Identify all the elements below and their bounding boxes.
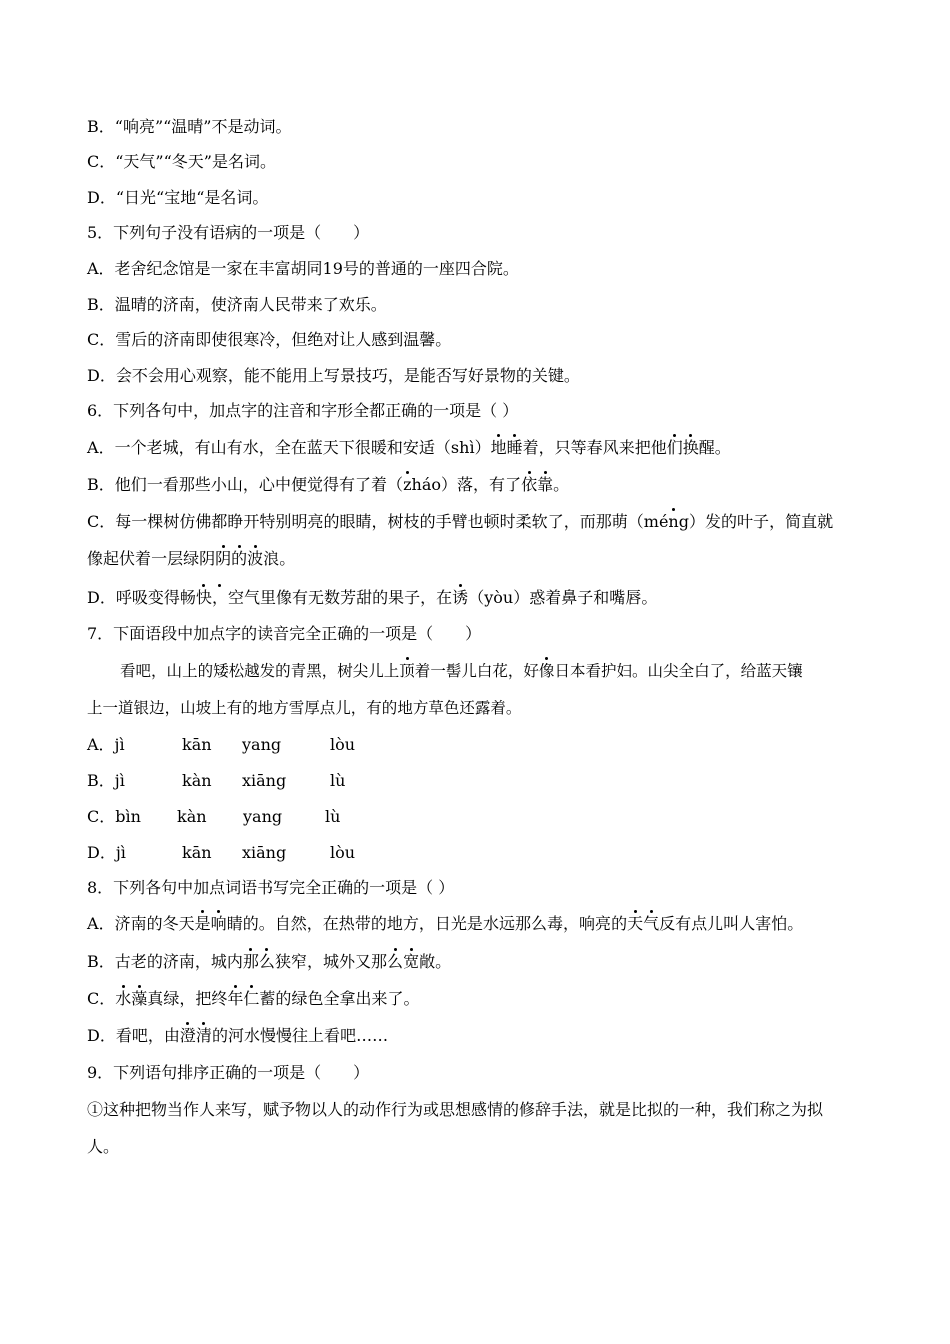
text-line: 6．下列各句中，加点字的注音和字形全都正确的一项是（ ）: [87, 401, 519, 420]
option-pinyin: yang: [242, 735, 282, 754]
option-pinyin: lù: [325, 807, 341, 826]
option-label: A．jì: [87, 735, 125, 754]
text-line: C．每一棵树仿佛都睁开特别明亮的眼睛，树枝的手臂也顿时柔软了，而那萌（méng）发的叶子，简直就: [87, 512, 834, 531]
emphasis-dot-char: 么: [387, 952, 404, 971]
emphasis-dot-char: 地: [490, 438, 507, 457]
emphasis-dot-char: 宽: [403, 952, 420, 971]
option-pinyin: xiāng: [242, 771, 287, 790]
option-label: D．jì: [87, 843, 126, 862]
emphasis-dot-char: 藻: [131, 989, 148, 1008]
emphasis-dot-char: 么: [258, 952, 275, 971]
emphasis-dot-char: 年: [227, 989, 244, 1008]
emphasis-dot-char: 水: [115, 989, 132, 1008]
text-line: A．老舍纪念馆是一家在丰富胡同19号的普通的一座四合院。: [87, 259, 519, 278]
text-line: D．“日光“宝地“是名词。: [87, 188, 269, 207]
option-pinyin: kàn: [177, 807, 207, 826]
text-line: 7．下面语段中加点字的读音完全正确的一项是（ ）: [87, 624, 482, 643]
text-line: C．“天气”“冬天”是名词。: [87, 152, 276, 171]
option-pinyin: lòu: [330, 735, 356, 754]
text-line: A．济南的冬天是响睛的。自然，在热带的地方，日光是水远那么毒，响亮的天气反有点儿叫人害怕。: [87, 914, 804, 933]
emphasis-dot-char: 依: [521, 475, 538, 494]
emphasis-dot-char: 诱: [452, 588, 469, 607]
emphasis-dot-char: 响: [210, 914, 227, 933]
text-line: B．古老的济南，城内那么狭窄，城外又那么宽敞。: [87, 952, 452, 971]
text-line: 人。: [87, 1137, 120, 1156]
text-line: D．看吧，由澄清的河水慢慢往上看吧……: [87, 1026, 389, 1045]
option-pinyin: kān: [182, 843, 212, 862]
emphasis-dot-char: ，: [211, 588, 228, 607]
text-line: B．温晴的济南，使济南人民带来了欢乐。: [87, 295, 387, 314]
emphasis-dot-char: 快: [195, 588, 212, 607]
emphasis-dot-char: 睡: [506, 438, 523, 457]
text-line: 上一道银边，山坡上有的地方雪厚点儿，有的地方草色还露着。: [87, 699, 522, 717]
emphasis-dot-char: 天: [627, 914, 644, 933]
emphasis-dot-char: z: [403, 475, 412, 494]
text-line: ①这种把物当作人来写，赋予物以人的动作行为或思想感情的修辞手法，就是比拟的一种，我们称之为拟: [87, 1100, 824, 1119]
emphasis-dot-char: 阴: [215, 549, 232, 568]
text-line: 8．下列各句中加点词语书写完全正确的一项是（ ）: [87, 878, 455, 897]
emphasis-dot-char: 那: [242, 952, 259, 971]
emphasis-dot-char: 是: [194, 914, 211, 933]
emphasis-dot-char: 靠: [537, 475, 554, 494]
text-line: B．“响亮”“温晴”不是动词。: [87, 117, 292, 136]
option-pinyin: xiāng: [242, 843, 287, 862]
text-line: C．雪后的济南即使很寒冷，但绝对让人感到温馨。: [87, 330, 452, 349]
emphasis-dot-char: 清: [195, 1026, 212, 1045]
emphasis-dot-char: 们: [666, 438, 683, 457]
text-line: D．会不会用心观察，能不能用上写景技巧，是能否写好景物的关键。: [87, 366, 580, 385]
text-line: C．水藻真绿，把终年仁蓄的绿色全拿出来了。: [87, 989, 420, 1008]
text-line: A．一个老城，有山有水，全在蓝天下很暖和安适（shì）地睡着，只等春风来把他们换醒。: [87, 438, 731, 457]
emphasis-dot-char: 的: [231, 549, 248, 568]
option-label: C．bìn: [87, 807, 141, 826]
option-pinyin: kān: [182, 735, 212, 754]
option-pinyin: lòu: [330, 843, 356, 862]
text-line: B．他们一看那些小山，心中便觉得有了着（zháo）落，有了依靠。: [87, 475, 570, 494]
text-line: 像起伏着一层绿阴阴的波浪。: [87, 549, 296, 568]
option-label: B．jì: [87, 771, 125, 790]
emphasis-dot-char: 波: [247, 549, 264, 568]
emphasis-dot-char: 换: [682, 438, 699, 457]
emphasis-dot-char: 像: [538, 662, 555, 680]
emphasis-dot-char: 澄: [179, 1026, 196, 1045]
emphasis-dot-char: n: [668, 512, 679, 531]
option-pinyin: lù: [330, 771, 346, 790]
emphasis-dot-char: 仁: [243, 989, 260, 1008]
emphasis-dot-char: 顶: [399, 662, 415, 680]
text-line: 9．下列语句排序正确的一项是（ ）: [87, 1063, 370, 1082]
text-line: 看吧，山上的矮松越发的青黑，树尖儿上顶着一髻儿白花，好像日本看护妇。山尖全白了，给蓝天镶: [120, 662, 803, 680]
text-line: D．呼吸变得畅快，空气里像有无数芳甜的果子，在诱（yòu）惑着鼻子和嘴唇。: [87, 588, 658, 607]
text-line: 5．下列句子没有语病的一项是（ ）: [87, 223, 370, 242]
emphasis-dot-char: 气: [643, 914, 660, 933]
option-pinyin: yang: [243, 807, 283, 826]
option-pinyin: kàn: [182, 771, 212, 790]
